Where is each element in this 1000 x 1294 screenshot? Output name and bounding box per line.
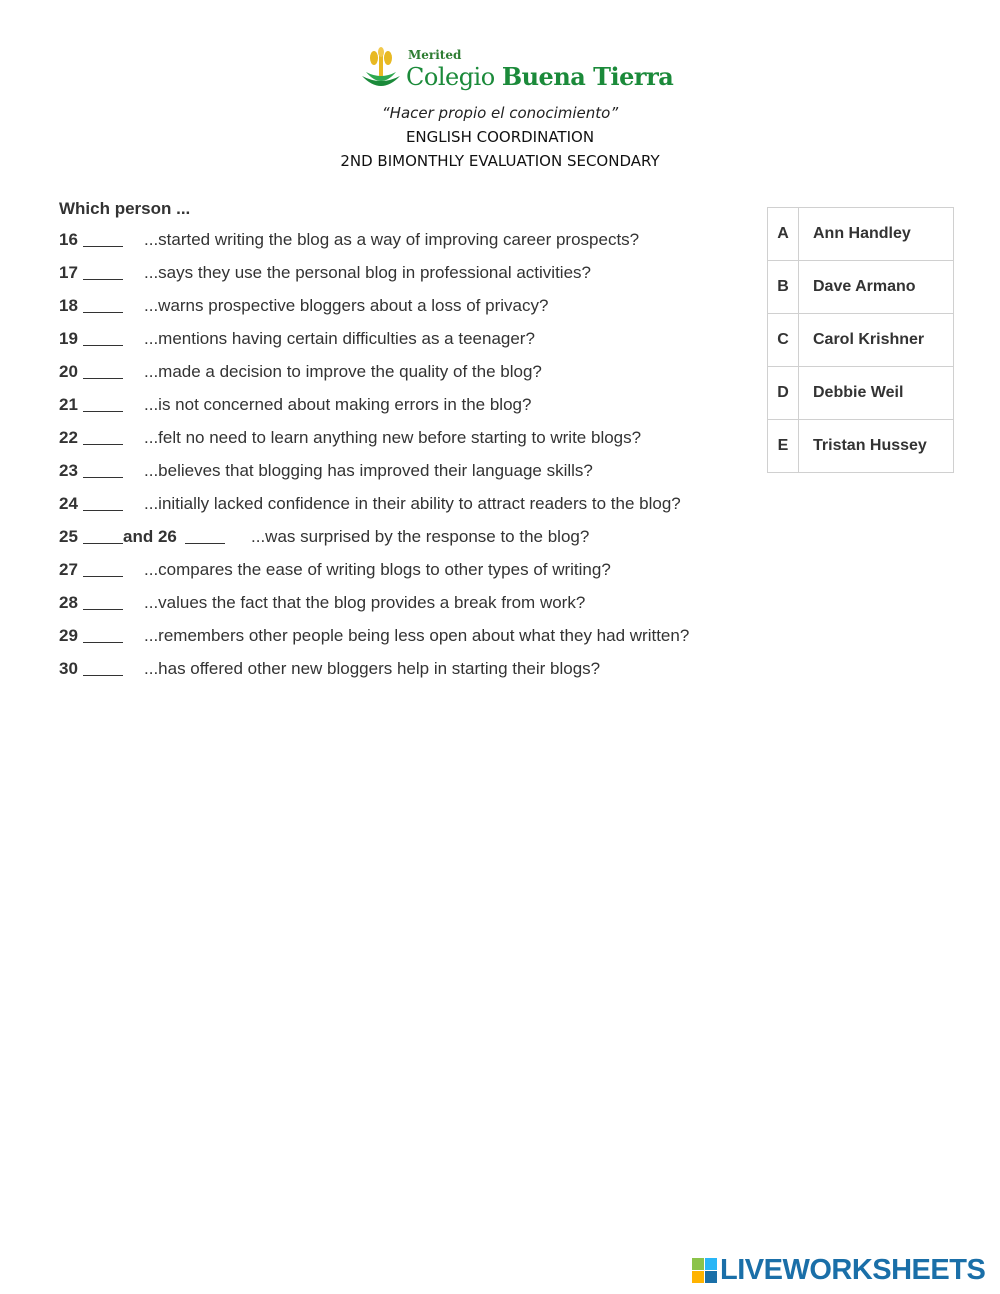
table-row xyxy=(768,261,954,314)
question-text: ...says they use the personal blog in professional activities? xyxy=(144,263,591,282)
question-text: ...believes that blogging has improved their language skills? xyxy=(144,461,593,480)
answer-blank[interactable] xyxy=(83,659,123,676)
question-number: 16 xyxy=(59,230,78,249)
question-text: ...was surprised by the response to the blog? xyxy=(251,527,590,546)
person-letter: E xyxy=(768,420,799,473)
logo-name-light: Colegio xyxy=(406,63,502,91)
school-motto: “Hacer propio el conocimiento” xyxy=(381,104,619,122)
answer-blank[interactable] xyxy=(83,230,123,247)
table-row xyxy=(768,420,954,473)
answer-blank[interactable] xyxy=(83,626,123,643)
question-text: ...felt no need to learn anything new before starting to write blogs? xyxy=(144,428,642,447)
question-text: ...mentions having certain difficulties as a teenager? xyxy=(144,329,535,348)
table-row xyxy=(768,367,954,420)
table-row xyxy=(768,208,954,261)
answer-blank[interactable] xyxy=(83,296,123,313)
question-number: 25 xyxy=(59,527,78,546)
person-name: Carol Krishner xyxy=(799,314,954,367)
question-number: 21 xyxy=(59,395,78,414)
answer-blank[interactable] xyxy=(83,395,123,412)
question-number: 18 xyxy=(59,296,78,315)
answer-blank[interactable] xyxy=(83,362,123,379)
answer-blank[interactable] xyxy=(83,428,123,445)
question-text: ...is not concerned about making errors in the blog? xyxy=(144,395,532,414)
question-number: 28 xyxy=(59,593,78,612)
question-number: 24 xyxy=(59,494,78,513)
question-text: ...values the fact that the blog provides a break from work? xyxy=(144,593,586,612)
person-letter: A xyxy=(768,208,799,261)
answer-blank[interactable] xyxy=(83,494,123,511)
school-logo xyxy=(358,44,674,96)
question-text: ...started writing the blog as a way of improving career prospects? xyxy=(144,230,640,249)
question-text: ...has offered other new bloggers help in starting their blogs? xyxy=(144,659,601,678)
logo-school-name xyxy=(406,62,673,91)
person-letter: C xyxy=(768,314,799,367)
question-text: ...initially lacked confidence in their ability to attract readers to the blog? xyxy=(144,494,681,513)
question-number: 17 xyxy=(59,263,78,282)
liveworksheets-blocks-icon xyxy=(692,1258,718,1284)
answer-blank[interactable] xyxy=(83,560,123,577)
question-number-second: and 26 xyxy=(123,527,177,546)
question-number: 19 xyxy=(59,329,78,348)
evaluation-title: 2ND BIMONTHLY EVALUATION SECONDARY xyxy=(340,152,660,170)
question-number: 22 xyxy=(59,428,78,447)
person-name: Ann Handley xyxy=(799,208,954,261)
person-name: Dave Armano xyxy=(799,261,954,314)
question-text: ...warns prospective bloggers about a loss of privacy? xyxy=(144,296,549,315)
coordination-title: ENGLISH COORDINATION xyxy=(405,128,595,146)
question-number: 27 xyxy=(59,560,78,579)
answer-blank[interactable] xyxy=(185,527,225,544)
answer-blank[interactable] xyxy=(83,527,123,544)
liveworksheets-brand: LIVEWORKSHEETS xyxy=(720,1254,986,1286)
person-name: Tristan Hussey xyxy=(799,420,954,473)
question-number: 29 xyxy=(59,626,78,645)
logo-name-bold: Buena Tierra xyxy=(501,62,674,91)
people-table xyxy=(767,207,954,473)
person-name: Debbie Weil xyxy=(799,367,954,420)
question-number: 23 xyxy=(59,461,78,480)
question-number: 20 xyxy=(59,362,78,381)
logo-merited-label: Merited xyxy=(408,48,462,62)
wheat-leaf-emblem-icon xyxy=(358,46,404,92)
person-letter: B xyxy=(768,261,799,314)
question-text: ...made a decision to improve the quality of the blog? xyxy=(144,362,542,381)
answer-blank[interactable] xyxy=(83,593,123,610)
answer-blank[interactable] xyxy=(83,263,123,280)
person-letter: D xyxy=(768,367,799,420)
answer-blank[interactable] xyxy=(83,329,123,346)
instruction-text: Which person ... xyxy=(59,199,191,218)
question-text: ...compares the ease of writing blogs to other types of writing? xyxy=(144,560,611,579)
question-text: ...remembers other people being less open about what they had written? xyxy=(144,626,690,645)
table-row xyxy=(768,314,954,367)
answer-blank[interactable] xyxy=(83,461,123,478)
question-number: 30 xyxy=(59,659,78,678)
